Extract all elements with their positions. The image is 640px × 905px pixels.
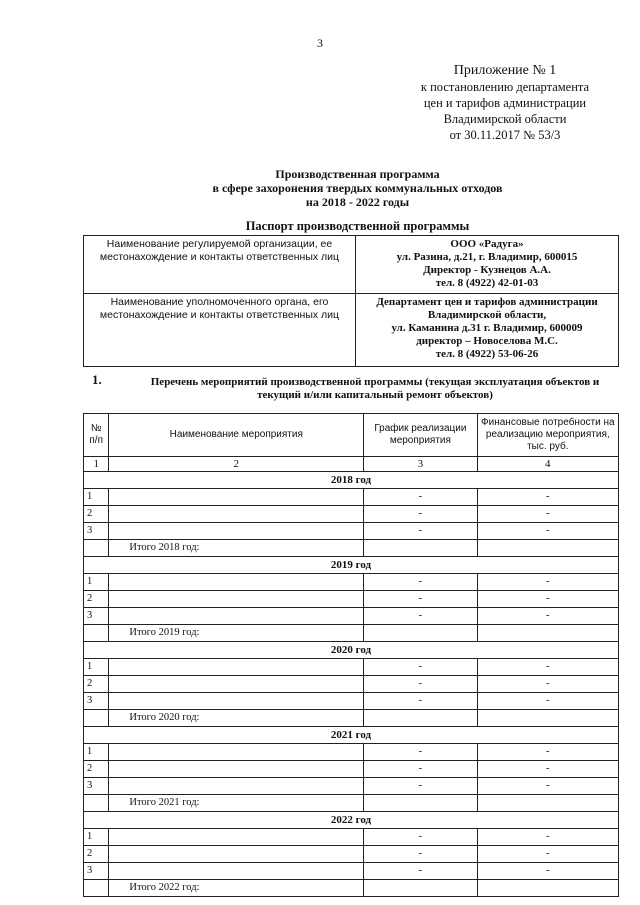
total-label: Итого 2018 год: [109, 540, 364, 557]
table-row [84, 608, 619, 625]
org-phone: тел. 8 (4922) 42-01-03 [435, 277, 539, 289]
passport-value [356, 236, 619, 294]
table-row [84, 829, 619, 846]
event-name-cell [109, 693, 364, 710]
finance-cell: - [477, 608, 618, 625]
total-cell [84, 880, 109, 897]
schedule-cell: - [364, 591, 477, 608]
schedule-cell: - [364, 608, 477, 625]
column-number-row [84, 457, 619, 472]
total-cell [84, 625, 109, 642]
column-number: 4 [477, 457, 618, 472]
row-number: 2 [84, 591, 109, 608]
row-number: 2 [84, 761, 109, 778]
event-name-cell [109, 744, 364, 761]
total-cell [364, 795, 477, 812]
events-table [83, 413, 619, 897]
total-row [84, 710, 619, 727]
row-number: 2 [84, 506, 109, 523]
row-number: 3 [84, 693, 109, 710]
total-cell [477, 710, 618, 727]
row-number: 3 [84, 778, 109, 795]
appendix-line: цен и тарифов администрации [423, 96, 587, 110]
table-row [84, 591, 619, 608]
page-number: 3 [317, 36, 323, 50]
event-name-cell [109, 846, 364, 863]
finance-cell: - [477, 489, 618, 506]
row-number: 1 [84, 489, 109, 506]
year-row [84, 472, 619, 489]
passport-title: Паспорт производственной программы [245, 219, 470, 233]
table-row [84, 846, 619, 863]
total-label: Итого 2022 год: [109, 880, 364, 897]
year-row [84, 812, 619, 829]
schedule-cell: - [364, 829, 477, 846]
year-row [84, 557, 619, 574]
column-number: 1 [84, 457, 109, 472]
column-number: 3 [364, 457, 477, 472]
row-number: 2 [84, 846, 109, 863]
event-name-cell [109, 574, 364, 591]
row-number: 1 [84, 659, 109, 676]
row-number: 1 [84, 829, 109, 846]
total-row [84, 625, 619, 642]
year-label: 2019 год [84, 557, 619, 574]
table-row [84, 659, 619, 676]
document-title [100, 167, 615, 209]
row-number: 3 [84, 523, 109, 540]
row-number: 1 [84, 574, 109, 591]
row-number: 2 [84, 676, 109, 693]
schedule-cell: - [364, 574, 477, 591]
passport-table [83, 235, 619, 367]
finance-cell: - [477, 761, 618, 778]
year-row [84, 727, 619, 744]
finance-cell: - [477, 574, 618, 591]
authority-region: Владимирской области, [427, 309, 547, 321]
table-row [84, 489, 619, 506]
total-cell [84, 540, 109, 557]
finance-cell: - [477, 744, 618, 761]
passport-label: Наименование уполномоченного органа, его местонахождение и контакты ответственных лиц [84, 294, 356, 367]
event-name-cell [109, 761, 364, 778]
table-row [84, 523, 619, 540]
table-header-row [84, 414, 619, 457]
event-name-cell [109, 829, 364, 846]
title-line: на 2018 - 2022 годы [305, 195, 410, 209]
finance-cell: - [477, 693, 618, 710]
appendix-title: Приложение № 1 [453, 63, 557, 78]
total-label: Итого 2021 год: [109, 795, 364, 812]
table-row [84, 506, 619, 523]
finance-cell: - [477, 676, 618, 693]
total-cell [477, 625, 618, 642]
total-cell [364, 540, 477, 557]
total-label: Итого 2020 год: [109, 710, 364, 727]
finance-cell: - [477, 523, 618, 540]
schedule-cell: - [364, 744, 477, 761]
passport-value [356, 294, 619, 367]
year-label: 2021 год [84, 727, 619, 744]
schedule-cell: - [364, 778, 477, 795]
finance-cell: - [477, 863, 618, 880]
section-title: Перечень мероприятий производственной программы (текущая эксплуатация объектов и текущий и/или капитальный ремонт объектов) [150, 376, 600, 401]
total-cell [84, 710, 109, 727]
year-label: 2020 год [84, 642, 619, 659]
authority-phone: тел. 8 (4922) 53-06-26 [435, 348, 539, 360]
total-cell [364, 710, 477, 727]
schedule-cell: - [364, 693, 477, 710]
total-cell [477, 540, 618, 557]
total-label: Итого 2019 год: [109, 625, 364, 642]
header-cell: Финансовые потребности на реализацию мероприятия, тыс. руб. [477, 414, 618, 457]
org-director: Директор - Кузнецов А.А. [423, 264, 551, 276]
finance-cell: - [477, 659, 618, 676]
total-cell [477, 880, 618, 897]
row-number: 3 [84, 863, 109, 880]
total-cell [477, 795, 618, 812]
event-name-cell [109, 523, 364, 540]
table-row [84, 693, 619, 710]
finance-cell: - [477, 591, 618, 608]
schedule-cell: - [364, 846, 477, 863]
table-row [84, 863, 619, 880]
table-row [84, 676, 619, 693]
event-name-cell [109, 506, 364, 523]
section-number: 1. [92, 372, 102, 387]
event-name-cell [109, 778, 364, 795]
total-row [84, 795, 619, 812]
org-address: ул. Разина, д.21, г. Владимир, 600015 [396, 251, 578, 263]
schedule-cell: - [364, 523, 477, 540]
row-number: 3 [84, 608, 109, 625]
authority-address: ул. Каманина д.31 г. Владимир, 600009 [391, 322, 583, 334]
appendix-line: Владимирской области [443, 112, 567, 126]
schedule-cell: - [364, 489, 477, 506]
total-row [84, 540, 619, 557]
appendix-date: от 30.11.2017 № 53/3 [449, 128, 561, 142]
header-cell: Наименование мероприятия [109, 414, 364, 457]
appendix-block [400, 62, 610, 143]
header-cell: № п/п [84, 414, 109, 457]
table-row [84, 744, 619, 761]
year-label: 2022 год [84, 812, 619, 829]
event-name-cell [109, 863, 364, 880]
row-number: 1 [84, 744, 109, 761]
title-line: в сфере захоронения твердых коммунальных отходов [212, 181, 503, 195]
total-cell [84, 795, 109, 812]
schedule-cell: - [364, 863, 477, 880]
year-label: 2018 год [84, 472, 619, 489]
schedule-cell: - [364, 506, 477, 523]
passport-row [84, 236, 619, 294]
finance-cell: - [477, 846, 618, 863]
event-name-cell [109, 489, 364, 506]
passport-row [84, 294, 619, 367]
passport-label: Наименование регулируемой организации, ее местонахождение и контакты ответственных лиц [84, 236, 356, 294]
title-line: Производственная программа [275, 167, 440, 181]
column-number: 2 [109, 457, 364, 472]
year-row [84, 642, 619, 659]
table-row [84, 761, 619, 778]
finance-cell: - [477, 778, 618, 795]
header-cell: График реализации мероприятия [364, 414, 477, 457]
event-name-cell [109, 659, 364, 676]
authority-director: директор – Новоселова М.С. [416, 335, 558, 347]
schedule-cell: - [364, 676, 477, 693]
total-cell [364, 880, 477, 897]
schedule-cell: - [364, 659, 477, 676]
org-name: ООО «Радуга» [450, 238, 524, 250]
event-name-cell [109, 591, 364, 608]
finance-cell: - [477, 506, 618, 523]
table-row [84, 778, 619, 795]
appendix-line: к постановлению департамента [420, 80, 590, 94]
event-name-cell [109, 608, 364, 625]
total-cell [364, 625, 477, 642]
total-row [84, 880, 619, 897]
finance-cell: - [477, 829, 618, 846]
event-name-cell [109, 676, 364, 693]
schedule-cell: - [364, 761, 477, 778]
table-row [84, 574, 619, 591]
authority-name: Департамент цен и тарифов администрации [376, 296, 598, 308]
